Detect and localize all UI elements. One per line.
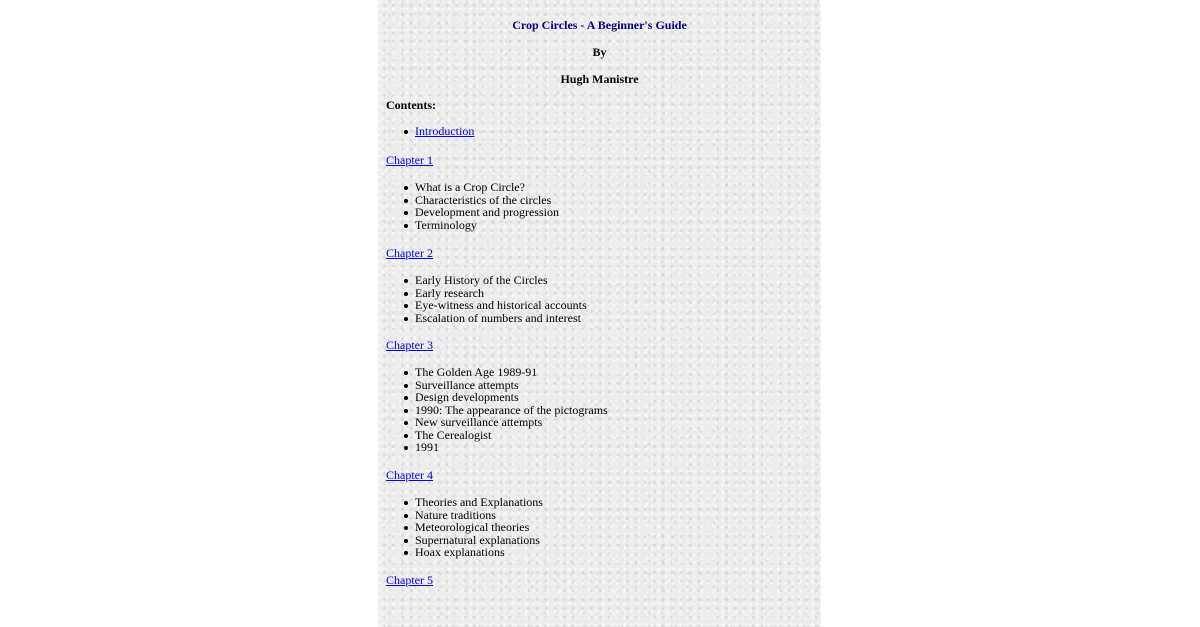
- chapter-5-link[interactable]: Chapter 5: [386, 573, 433, 587]
- contents-heading: Contents:: [386, 98, 436, 112]
- list-item: Characteristics of the circles: [415, 194, 559, 207]
- list-item: Nature traditions: [415, 509, 543, 522]
- list-item: What is a Crop Circle?: [415, 181, 559, 194]
- chapter-2-link[interactable]: Chapter 2: [386, 246, 433, 260]
- byline-label: By: [592, 45, 607, 59]
- list-item: Development and progression: [415, 205, 559, 219]
- chapter-1-list: [415, 181, 559, 231]
- chapter-3-link[interactable]: Chapter 3: [386, 338, 433, 352]
- chapter-4-list: [415, 496, 543, 559]
- chapter-3-list: [415, 366, 608, 454]
- page-title: Crop Circles - A Beginner's Guide: [512, 18, 687, 32]
- chapter-4-link[interactable]: Chapter 4: [386, 468, 433, 482]
- list-item: Design developments: [415, 391, 608, 404]
- document-page: [378, 0, 821, 627]
- list-item: Escalation of numbers and interest: [415, 312, 587, 325]
- chapter-1-link[interactable]: Chapter 1: [386, 153, 433, 167]
- intro-list: [415, 125, 474, 138]
- list-item: Eye-witness and historical accounts: [415, 298, 587, 312]
- list-item: 1990: The appearance of the pictograms: [415, 402, 608, 417]
- author-name: Hugh Manistre: [560, 72, 639, 86]
- list-item: The Cerealogist: [415, 429, 608, 442]
- list-item: [415, 125, 474, 138]
- list-item: New surveillance attempts: [415, 416, 608, 429]
- list-item: Surveillance attempts: [415, 379, 608, 392]
- chapter-2-list: [415, 274, 587, 324]
- introduction-link[interactable]: Introduction: [415, 124, 475, 138]
- list-item: Supernatural explanations: [415, 534, 543, 547]
- list-item: Early research: [415, 287, 587, 300]
- list-item: Meteorological theories: [415, 521, 543, 534]
- list-item: The Golden Age 1989-91: [415, 366, 608, 379]
- list-item: Theories and Explanations: [415, 495, 543, 509]
- list-item: Early History of the Circles: [415, 274, 587, 287]
- list-item: Hoax explanations: [415, 546, 543, 559]
- list-item: 1991: [415, 441, 608, 454]
- list-item: Terminology: [415, 219, 559, 232]
